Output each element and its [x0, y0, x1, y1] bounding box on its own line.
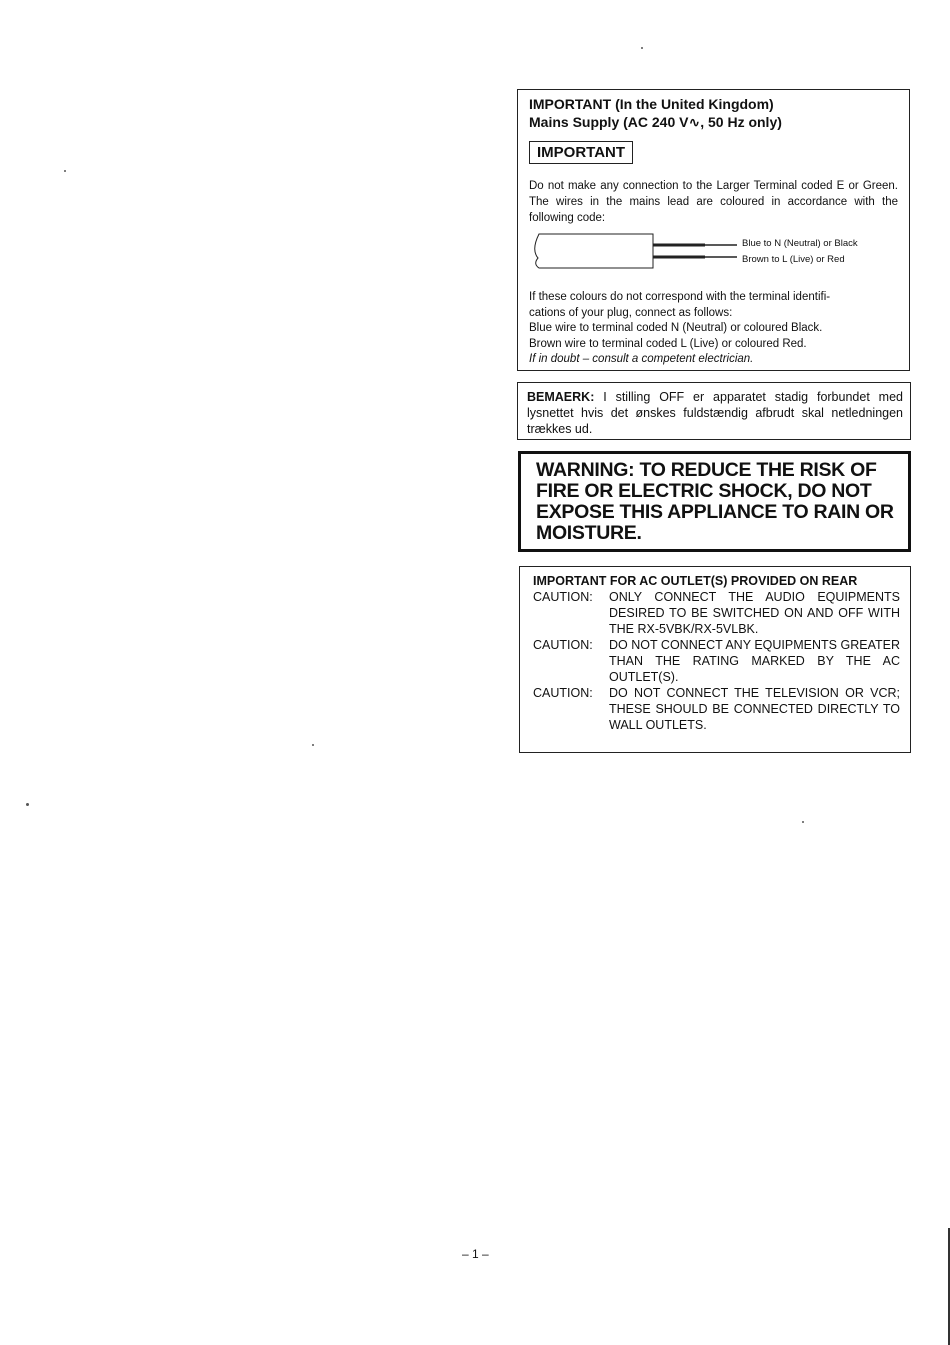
uk-notice-instructions — [529, 290, 898, 368]
instruction-line: Brown wire to terminal coded L (Live) or coloured Red. — [529, 337, 807, 350]
mains-cable-icon — [529, 232, 744, 272]
page-number: – 1 – — [462, 1247, 489, 1261]
instruction-line: cations of your plug, connect as follows: — [529, 306, 733, 319]
instruction-line: If these colours do not correspond with the terminal identifi- — [529, 291, 831, 303]
wire-label-blue: Blue to N (Neutral) or Black — [742, 238, 858, 249]
uk-notice-title-1: IMPORTANT (In the United Kingdom) — [529, 96, 774, 112]
caution-label: CAUTION: — [533, 638, 593, 652]
caution-item — [533, 637, 900, 685]
caution-label: CAUTION: — [533, 686, 593, 700]
caution-item — [533, 685, 900, 733]
fire-shock-warning — [518, 451, 911, 552]
scan-speck — [64, 170, 66, 172]
danish-notice — [517, 382, 911, 440]
ac-outlet-notice — [519, 566, 911, 753]
caution-text: ONLY CONNECT THE AUDIO EQUIPMENTS DESIRED TO BE SWITCHED ON AND OFF WITH THE RX-5VBK/RX-5VLBK. — [609, 590, 900, 636]
danish-notice-label: BEMAERK: — [527, 390, 595, 404]
scan-speck — [26, 803, 29, 806]
scan-speck — [641, 47, 643, 49]
caution-label: CAUTION: — [533, 590, 593, 604]
uk-notice-title-2: Mains Supply (AC 240 V∿, 50 Hz only) — [529, 114, 782, 130]
mains-lead-diagram — [529, 232, 898, 282]
uk-mains-notice — [517, 89, 910, 371]
scan-speck — [312, 744, 314, 746]
caution-text: DO NOT CONNECT THE TELEVISION OR VCR; THESE SHOULD BE CONNECTED DIRECTLY TO WALL OUTLETS. — [609, 686, 900, 732]
wire-label-brown: Brown to L (Live) or Red — [742, 254, 845, 265]
danish-notice-text — [527, 389, 903, 437]
warning-text: WARNING: TO REDUCE THE RISK OF FIRE OR ELECTRIC SHOCK, DO NOT EXPOSE THIS APPLIANCE TO RAIN OR MOISTURE. — [536, 459, 894, 544]
caution-item — [533, 589, 900, 637]
caution-text: DO NOT CONNECT ANY EQUIPMENTS GREATER THAN THE RATING MARKED BY THE AC OUTLET(S). — [609, 638, 900, 684]
important-tag: IMPORTANT — [529, 141, 633, 164]
uk-notice-body: Do not make any connection to the Larger Terminal coded E or Green. The wires in the mains lead are coloured in accordance with the following code: — [529, 180, 898, 224]
ac-outlet-heading: IMPORTANT FOR AC OUTLET(S) PROVIDED ON REAR — [533, 574, 858, 588]
danish-notice-body: I stilling OFF er apparatet stadig forbundet med lysnettet hvis det ønskes fuldstændig afbrudt skal netledningen trækkes ud. — [527, 390, 903, 436]
instruction-line: Blue wire to terminal coded N (Neutral) or coloured Black. — [529, 322, 823, 335]
doubt-note: If in doubt – consult a competent electrician. — [529, 353, 754, 366]
scan-speck — [802, 821, 804, 823]
